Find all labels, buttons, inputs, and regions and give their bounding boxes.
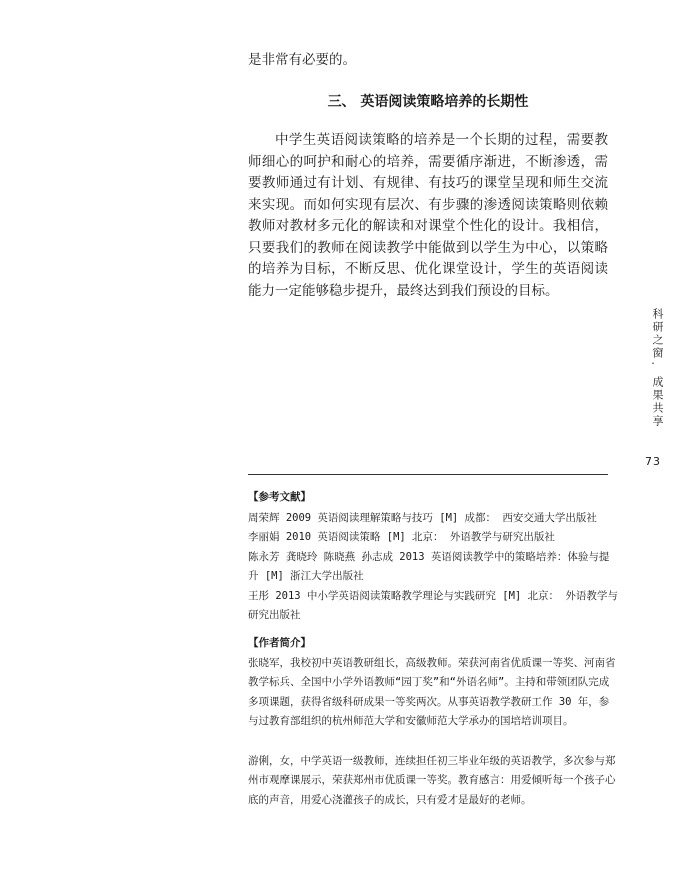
section-paragraph: 中学生英语阅读策略的培养是一个长期的过程，需要教师细心的呵护和耐心的培养，需要循序渐进，不断渗透，需要教师通过有计划、有规律、有技巧的课堂呈现和师生交流来实现。而如何实现有层次、有步骤的渗透阅读策略则依赖教师对教材多元化的解读和对课堂个性化的设计。我相信，只要我们的教师在阅读教学中能做到以学生为中心，以策略的培养为目标，不断反思、优化课堂设计，学生的英语阅读能力一定能够稳步提升，最终达到我们预设的目标。 [248,132,608,299]
sidebar-column-label: 科研之窗 [651,308,664,360]
reference-item: 李丽娟 2010 英语阅读策略 [M] 北京： 外语教学与研究出版社 [248,531,555,543]
sidebar-column-subtitle: 成果共享 [651,376,664,428]
author-section [248,634,618,810]
continuation-text: 是非常有必要的。 [248,52,356,68]
references-heading: 【参考文献】 [248,491,311,503]
reference-item: 陈永芳 龚晓玲 陈晓燕 孙志成 2013 英语阅读教学中的策略培养：体验与提升 [M] 浙江大学出版社 [248,550,610,582]
author-bio: 游俐，女，中学英语一级教师，连续担任初三毕业年级的英语教学，多次参与郑州市观摩课展示，荣获郑州市优质课一等奖。教育感言：用爱倾听每一个孩子心底的声音，用爱心浇灌孩子的成长，只有爱才是最好的老师。 [248,754,616,806]
section-heading: 三、 英语阅读策略培养的长期性 [327,94,529,110]
author-heading: 【作者简介】 [248,637,311,649]
author-bio: 张晓军，我校初中英语教研组长，高级教师。荣获河南省优质课一等奖、河南省教学标兵、全国中小学外语教师“园丁奖”和“外语名师”。主持和带领团队完成多项课题，获得省级科研成果一等奖两次。从事英语教学教研工作 30 年，参与过教育部组织的杭州师范大学和安徽师范大学承办的国培培训项目。 [248,656,616,727]
sidebar-separator: · [651,357,655,370]
references-section [248,488,618,626]
reference-item: 周荣辉 2009 英语阅读理解策略与技巧 [M] 成都： 西安交通大学出版社 [248,511,597,524]
page-number: 73 [645,455,661,468]
reference-item: 王彤 2013 中小学英语阅读策略教学理论与实践研究 [M] 北京： 外语教学与研究出版社 [248,589,618,621]
section-divider [248,474,608,475]
